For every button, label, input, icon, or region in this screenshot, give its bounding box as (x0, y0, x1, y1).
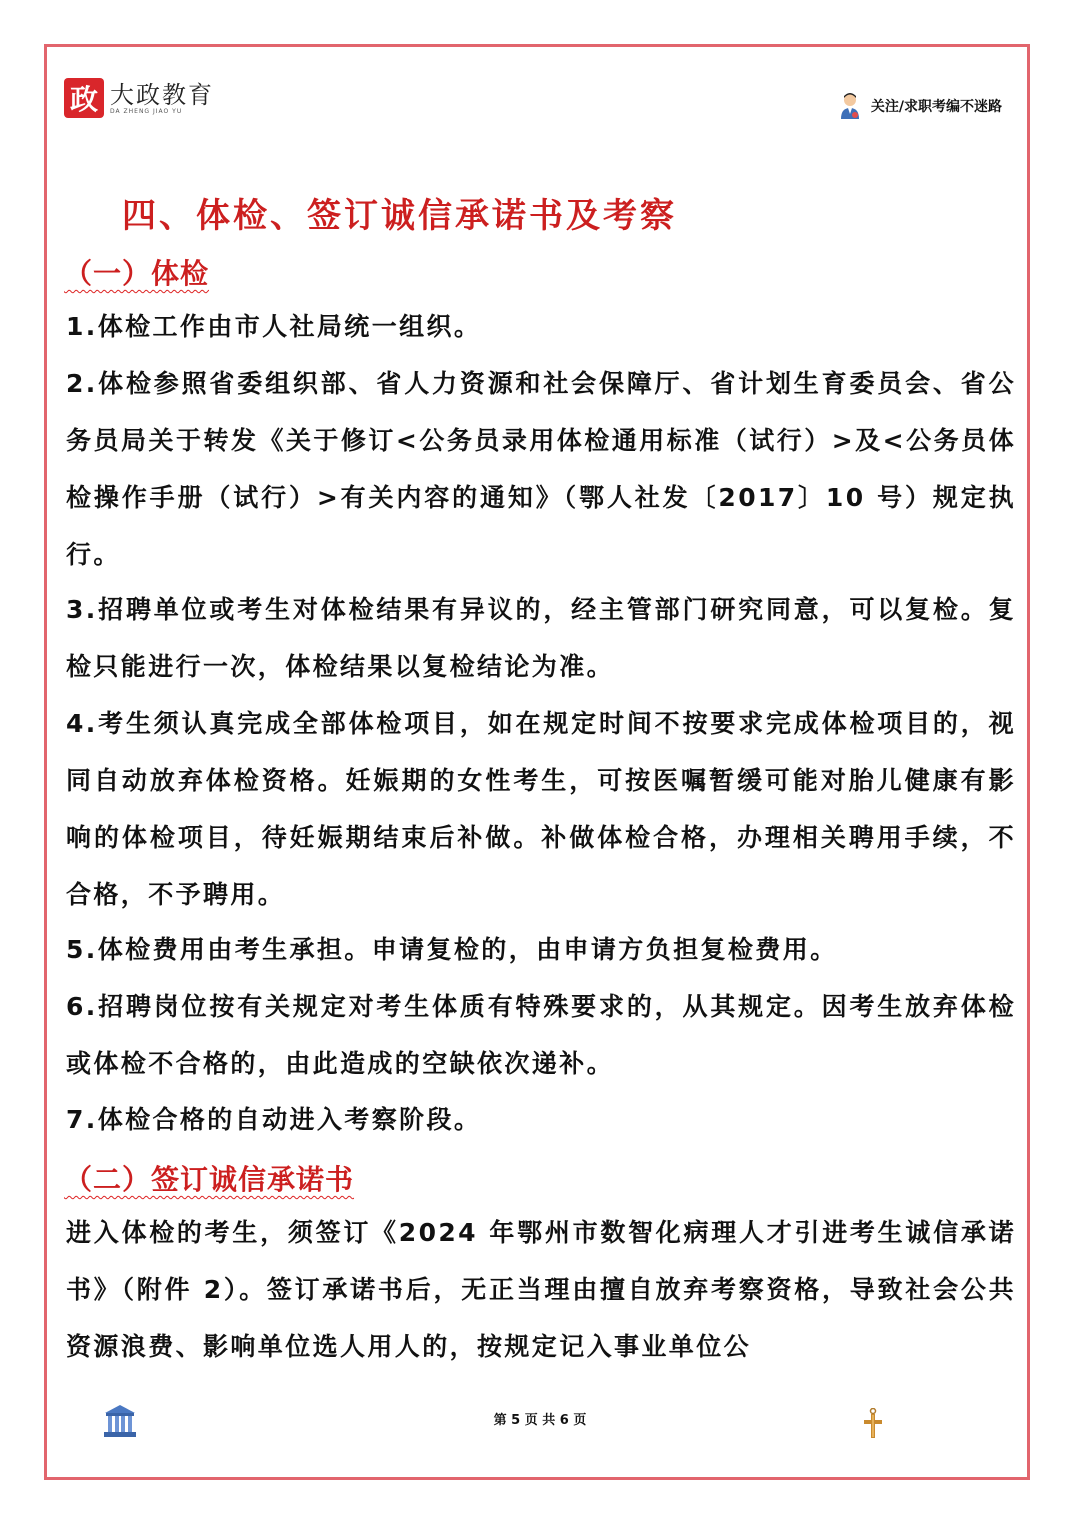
heading-physical-exam: （一）体检 (64, 257, 210, 290)
logo-text (110, 82, 214, 115)
paragraph-pledge-1: 进入体检的考生，须签订《2024 年鄂州市数智化病理人才引进考生诚信承诺书》（附件 2）。签订承诺书后，无正当理由擅自放弃考察资格，导致社会公共资源浪费、影响单位选人用人的，按规定记入事业单位公 (66, 1218, 1016, 1361)
follow-banner (839, 92, 1002, 120)
section-title: 四、体检、签订诚信承诺书及考察 (122, 196, 677, 236)
heading-integrity-pledge: （二）签订诚信承诺书 (64, 1163, 355, 1196)
paragraph-exam-1: 1.体检工作由市人社局统一组织。 (66, 312, 482, 341)
paragraph-exam-6: 6.招聘岗位按有关规定对考生体质有特殊要求的，从其规定。因考生放弃体检或体检不合格的，由此造成的空缺依次递补。 (66, 992, 1016, 1078)
paragraph-exam-5: 5.体检费用由考生承担。申请复检的，由申请方负担复检费用。 (66, 935, 838, 964)
logo-name: 大政教育 (110, 80, 214, 109)
paragraph-exam-3: 3.招聘单位或考生对体检结果有异议的，经主管部门研究同意，可以复检。复检只能进行一次，体检结果以复检结论为准。 (66, 595, 1016, 681)
paragraph-exam-4: 4.考生须认真完成全部体检项目，如在规定时间不按要求完成体检项目的，视同自动放弃体检资格。妊娠期的女性考生，可按医嘱暂缓可能对胎儿健康有影响的体检项目，待妊娠期结束后补做。补做体检合格，办理相关聘用手续，不合格，不予聘用。 (66, 709, 1016, 909)
person-avatar-icon (839, 92, 861, 120)
follow-text: 关注/求职考编不迷路 (870, 99, 1002, 115)
paragraph-exam-7: 7.体检合格的自动进入考察阶段。 (66, 1105, 482, 1134)
cross-pendant-icon (860, 1408, 886, 1440)
brand-logo (64, 78, 214, 118)
logo-mark: 政 (64, 78, 104, 118)
paragraph-exam-2: 2.体检参照省委组织部、省人力资源和社会保障厅、省计划生育委员会、省公务员局关于转发《关于修订<公务员录用体检通用标准（试行）>及<公务员体检操作手册（试行）>有关内容的通知》（鄂人社发〔2017〕10 号）规定执行。 (66, 369, 1016, 569)
logo-pinyin: DA ZHENG JIAO YU (110, 107, 183, 115)
page-number: 第 5 页 共 6 页 (493, 1413, 587, 1428)
